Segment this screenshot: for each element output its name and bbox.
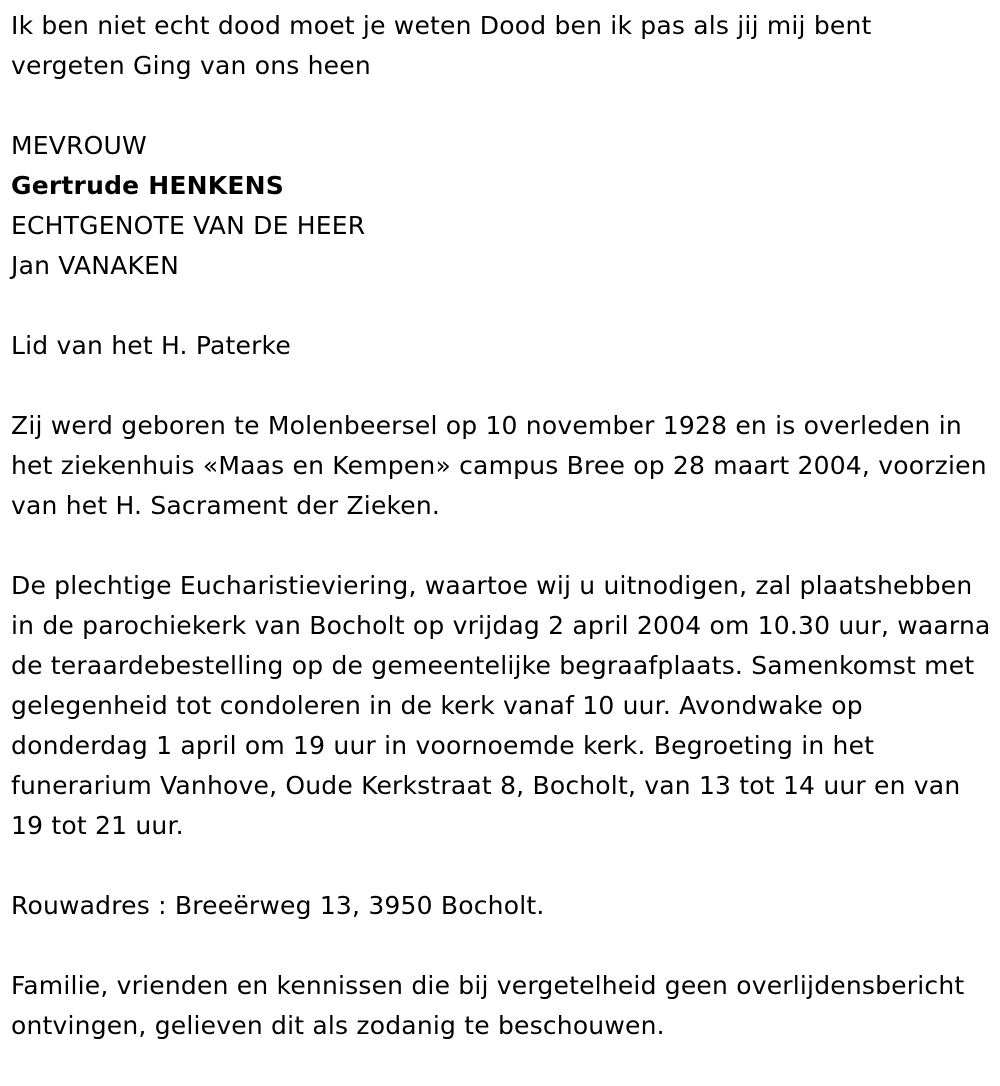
deceased-name: Gertrude HENKENS (11, 171, 284, 200)
membership-text: Lid van het H. Paterke (11, 331, 291, 360)
ceremony-paragraph: De plechtige Eucharistieviering, waartoe wij u uitnodigen, zal plaatshebben in de parochiekerk van Bocholt op vrijdag 2 april 2004 om 10.30 uur, waarna de teraardebestelling op de gemeentelijke begraafplaats. Samenkomst met gelegenheid tot condoleren in de kerk vanaf 10 uur. Avondwake op donderdag 1 april om 19 uur in voornoemde kerk. Begroeting in het funerarium Vanhove, Oude Kerkstraat 8, Bocholt, van 13 tot 14 uur en van 19 tot 21 uur. (11, 571, 991, 840)
spacer (11, 86, 991, 126)
spacer (11, 926, 991, 966)
obituary-text (11, 6, 991, 1046)
relation-text: ECHTGENOTE VAN DE HEER (11, 211, 366, 240)
title-text: MEVROUW (11, 131, 147, 160)
spacer (11, 846, 991, 886)
spacer (11, 286, 991, 326)
birth-death-paragraph: Zij werd geboren te Molenbeersel op 10 november 1928 en is overleden in het ziekenhuis «Maas en Kempen» campus Bree op 28 maart 2004, voorzien van het H. Sacrament der Zieken. (11, 411, 987, 520)
spouse-name: Jan VANAKEN (11, 251, 179, 280)
spacer (11, 366, 991, 406)
verse-text: Ik ben niet echt dood moet je weten Dood ben ik pas als jij mij bent vergeten Ging van ons heen (11, 11, 872, 80)
notice-paragraph: Familie, vrienden en kennissen die bij vergetelheid geen overlijdensbericht ontvingen, gelieven dit als zodanig te beschouwen. (11, 971, 965, 1040)
spacer (11, 526, 991, 566)
address-text: Rouwadres : Breeërweg 13, 3950 Bocholt. (11, 891, 545, 920)
